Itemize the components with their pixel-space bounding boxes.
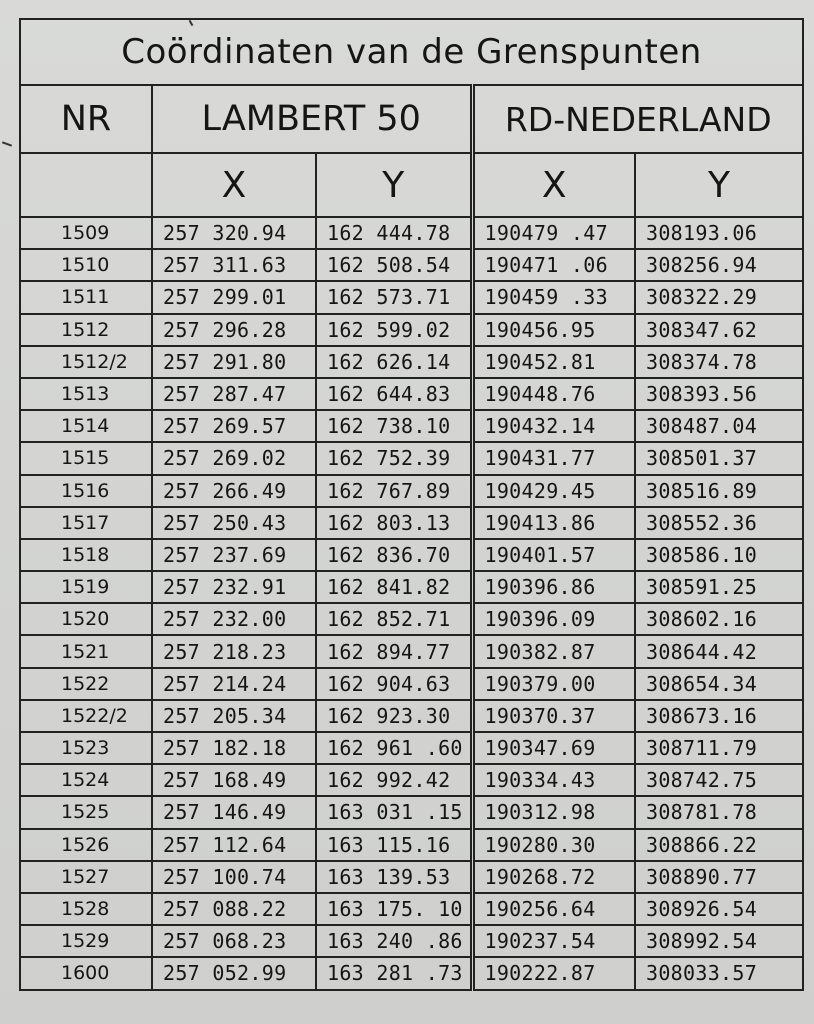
cell-lambert-y: 162 923.30 (316, 700, 472, 732)
cell-rd-y: 308890.77 (635, 861, 803, 893)
cell-lambert-x: 257 291.80 (152, 346, 316, 378)
cell-rd-x: 190413.86 (472, 507, 635, 539)
cell-nr: 1523 (20, 732, 152, 764)
cell-rd-y: 308393.56 (635, 378, 803, 410)
cell-lambert-y: 162 836.70 (316, 539, 472, 571)
table-row (20, 410, 803, 442)
group-header-rd: RD-NEDERLAND (472, 85, 803, 153)
column-header-lambert-y: Y (316, 153, 472, 217)
cell-lambert-x: 257 299.01 (152, 281, 316, 313)
table-row (20, 700, 803, 732)
cell-rd-y: 308256.94 (635, 249, 803, 281)
cell-rd-x: 190256.64 (472, 893, 635, 925)
cell-nr: 1516 (20, 475, 152, 507)
cell-nr: 1527 (20, 861, 152, 893)
table-row (20, 861, 803, 893)
table-row (20, 829, 803, 861)
table-row (20, 635, 803, 667)
cell-lambert-y: 162 573.71 (316, 281, 472, 313)
cell-lambert-x: 257 146.49 (152, 796, 316, 828)
table-row (20, 571, 803, 603)
cell-nr: 1518 (20, 539, 152, 571)
cell-nr: 1514 (20, 410, 152, 442)
cell-nr: 1517 (20, 507, 152, 539)
cell-lambert-y: 162 961 .60 (316, 732, 472, 764)
cell-nr: 1513 (20, 378, 152, 410)
cell-lambert-x: 257 088.22 (152, 893, 316, 925)
cell-lambert-x: 257 311.63 (152, 249, 316, 281)
cell-rd-y: 308487.04 (635, 410, 803, 442)
cell-lambert-y: 162 738.10 (316, 410, 472, 442)
cell-rd-x: 190432.14 (472, 410, 635, 442)
cell-rd-y: 308644.42 (635, 635, 803, 667)
cell-lambert-y: 162 904.63 (316, 668, 472, 700)
cell-lambert-x: 257 320.94 (152, 217, 316, 249)
cell-rd-x: 190456.95 (472, 314, 635, 346)
cell-nr: 1509 (20, 217, 152, 249)
cell-lambert-y: 162 444.78 (316, 217, 472, 249)
cell-lambert-y: 163 175. 10 (316, 893, 472, 925)
cell-rd-x: 190431.77 (472, 442, 635, 474)
cell-lambert-y: 162 894.77 (316, 635, 472, 667)
cell-rd-y: 308926.54 (635, 893, 803, 925)
cell-nr: 1528 (20, 893, 152, 925)
cell-rd-y: 308501.37 (635, 442, 803, 474)
cell-nr: 1524 (20, 764, 152, 796)
cell-rd-y: 308711.79 (635, 732, 803, 764)
table-row (20, 732, 803, 764)
table-row (20, 314, 803, 346)
group-header-lambert: LAMBERT 50 (152, 85, 472, 153)
cell-nr: 1600 (20, 957, 152, 989)
cell-lambert-x: 257 296.28 (152, 314, 316, 346)
column-header-empty (20, 153, 152, 217)
cell-lambert-y: 162 752.39 (316, 442, 472, 474)
table-row (20, 346, 803, 378)
cell-lambert-x: 257 269.57 (152, 410, 316, 442)
cell-rd-y: 308516.89 (635, 475, 803, 507)
cell-rd-y: 308374.78 (635, 346, 803, 378)
cell-rd-x: 190479 .47 (472, 217, 635, 249)
cell-nr: 1522/2 (20, 700, 152, 732)
table-row (20, 668, 803, 700)
cell-rd-y: 308742.75 (635, 764, 803, 796)
cell-lambert-x: 257 218.23 (152, 635, 316, 667)
table-row (20, 957, 803, 989)
cell-rd-y: 308781.78 (635, 796, 803, 828)
cell-lambert-y: 162 992.42 (316, 764, 472, 796)
cell-rd-x: 190312.98 (472, 796, 635, 828)
cell-rd-x: 190448.76 (472, 378, 635, 410)
cell-nr: 1510 (20, 249, 152, 281)
table-row (20, 925, 803, 957)
table-row (20, 442, 803, 474)
column-header-lambert-x: X (152, 153, 316, 217)
cell-rd-x: 190396.86 (472, 571, 635, 603)
cell-lambert-x: 257 182.18 (152, 732, 316, 764)
cell-rd-y: 308673.16 (635, 700, 803, 732)
table-row (20, 475, 803, 507)
cell-rd-x: 190280.30 (472, 829, 635, 861)
cell-lambert-y: 162 841.82 (316, 571, 472, 603)
cell-rd-y: 308591.25 (635, 571, 803, 603)
cell-rd-y: 308586.10 (635, 539, 803, 571)
cell-nr: 1511 (20, 281, 152, 313)
cell-rd-x: 190379.00 (472, 668, 635, 700)
cell-lambert-y: 162 852.71 (316, 603, 472, 635)
cell-lambert-x: 257 100.74 (152, 861, 316, 893)
table-row (20, 507, 803, 539)
table-row (20, 539, 803, 571)
cell-nr: 1512/2 (20, 346, 152, 378)
table-row (20, 893, 803, 925)
cell-lambert-x: 257 214.24 (152, 668, 316, 700)
cell-rd-y: 308193.06 (635, 217, 803, 249)
cell-rd-y: 308866.22 (635, 829, 803, 861)
column-header-rd-y: Y (635, 153, 803, 217)
table-row (20, 764, 803, 796)
cell-lambert-y: 163 031 .15 (316, 796, 472, 828)
cell-lambert-x: 257 068.23 (152, 925, 316, 957)
cell-lambert-x: 257 287.47 (152, 378, 316, 410)
cell-lambert-x: 257 052.99 (152, 957, 316, 989)
cell-lambert-y: 162 767.89 (316, 475, 472, 507)
cell-lambert-y: 162 644.83 (316, 378, 472, 410)
cell-lambert-x: 257 168.49 (152, 764, 316, 796)
cell-lambert-x: 257 205.34 (152, 700, 316, 732)
cell-rd-x: 190429.45 (472, 475, 635, 507)
column-header-rd-x: X (472, 153, 635, 217)
cell-nr: 1520 (20, 603, 152, 635)
table-row (20, 603, 803, 635)
column-header-nr: NR (20, 85, 152, 153)
cell-rd-y: 308654.34 (635, 668, 803, 700)
table-row (20, 281, 803, 313)
cell-rd-x: 190459 .33 (472, 281, 635, 313)
table-row (20, 796, 803, 828)
table-row (20, 217, 803, 249)
table-row (20, 378, 803, 410)
cell-rd-y: 308033.57 (635, 957, 803, 989)
cell-lambert-y: 162 508.54 (316, 249, 472, 281)
cell-lambert-y: 163 281 .73 (316, 957, 472, 989)
cell-rd-x: 190471 .06 (472, 249, 635, 281)
cell-lambert-x: 257 237.69 (152, 539, 316, 571)
cell-nr: 1515 (20, 442, 152, 474)
cell-rd-x: 190452.81 (472, 346, 635, 378)
cell-lambert-x: 257 112.64 (152, 829, 316, 861)
cell-rd-x: 190222.87 (472, 957, 635, 989)
cell-lambert-x: 257 269.02 (152, 442, 316, 474)
cell-nr: 1519 (20, 571, 152, 603)
cell-lambert-y: 163 115.16 (316, 829, 472, 861)
cell-rd-y: 308322.29 (635, 281, 803, 313)
cell-lambert-y: 163 139.53 (316, 861, 472, 893)
cell-nr: 1521 (20, 635, 152, 667)
cell-lambert-x: 257 232.00 (152, 603, 316, 635)
cell-nr: 1529 (20, 925, 152, 957)
cell-rd-x: 190396.09 (472, 603, 635, 635)
cell-rd-y: 308552.36 (635, 507, 803, 539)
coordinates-table (19, 18, 804, 991)
cell-nr: 1522 (20, 668, 152, 700)
cell-rd-y: 308347.62 (635, 314, 803, 346)
cell-rd-x: 190401.57 (472, 539, 635, 571)
cell-lambert-x: 257 250.43 (152, 507, 316, 539)
pen-mark (2, 141, 12, 146)
cell-rd-x: 190334.43 (472, 764, 635, 796)
cell-lambert-y: 162 599.02 (316, 314, 472, 346)
cell-nr: 1512 (20, 314, 152, 346)
table-row (20, 249, 803, 281)
cell-rd-x: 190268.72 (472, 861, 635, 893)
cell-lambert-x: 257 266.49 (152, 475, 316, 507)
cell-lambert-y: 163 240 .86 (316, 925, 472, 957)
table-title: Coördinaten van de Grenspunten (20, 19, 803, 85)
cell-lambert-y: 162 626.14 (316, 346, 472, 378)
cell-rd-x: 190382.87 (472, 635, 635, 667)
cell-nr: 1526 (20, 829, 152, 861)
cell-rd-x: 190347.69 (472, 732, 635, 764)
cell-rd-y: 308602.16 (635, 603, 803, 635)
cell-rd-y: 308992.54 (635, 925, 803, 957)
cell-lambert-x: 257 232.91 (152, 571, 316, 603)
cell-rd-x: 190370.37 (472, 700, 635, 732)
cell-rd-x: 190237.54 (472, 925, 635, 957)
cell-nr: 1525 (20, 796, 152, 828)
cell-lambert-y: 162 803.13 (316, 507, 472, 539)
